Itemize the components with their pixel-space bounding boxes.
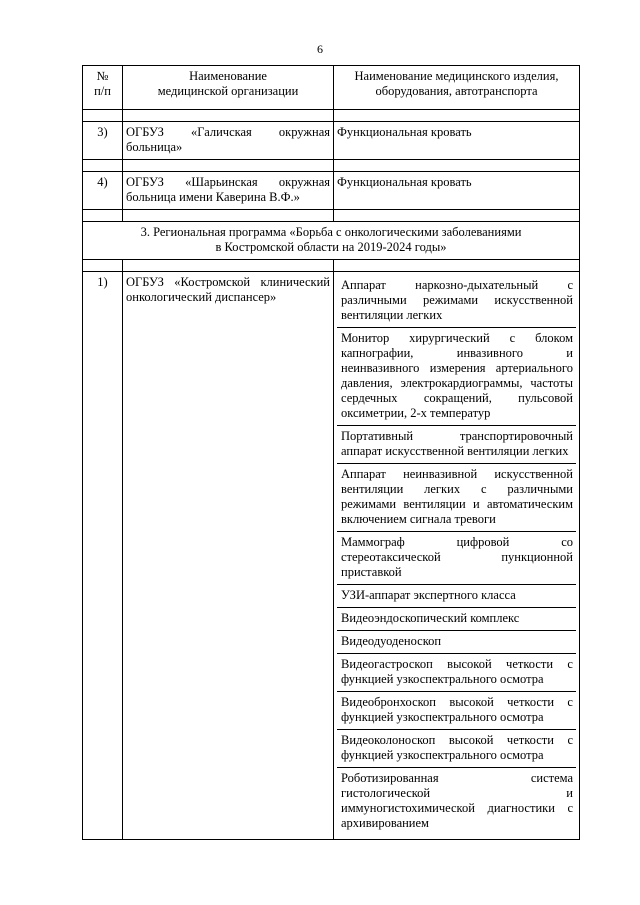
row-item: Функциональная кровать [334, 172, 580, 210]
row-item: Функциональная кровать [334, 122, 580, 160]
device-item: УЗИ-аппарат экспертного класса [337, 585, 576, 608]
row-organization: ОГБУЗ «Костромской клинический онкологический диспансер» [123, 272, 334, 840]
row-num: 4) [83, 172, 123, 210]
spacer-row [83, 260, 580, 272]
device-item: Портативный транспортировочный аппарат искусственной вентиляции легких [337, 426, 576, 464]
header-organization: Наименование медицинской организации [123, 66, 334, 110]
device-item: Видеоколоноскоп высокой четкости с функцией узкоспектрального осмотра [337, 730, 576, 768]
spacer-row [83, 110, 580, 122]
device-item: Роботизированная система гистологической и иммуногистохимической диагностики с архивированием [341, 771, 573, 830]
page-number: 6 [317, 42, 323, 56]
device-item: Видеоэндоскопический комплекс [337, 608, 576, 631]
equipment-table [82, 65, 580, 840]
table-row-oncology [83, 272, 580, 840]
table-row [83, 122, 580, 160]
header-item: Наименование медицинского изделия, оборудования, автотранспорта [334, 66, 580, 110]
table-header-row [83, 66, 580, 110]
device-item: Видеогастроскоп высокой четкости с функцией узкоспектрального осмотра [337, 654, 576, 692]
spacer-row [83, 210, 580, 222]
header-num: № п/п [83, 66, 123, 110]
device-list [334, 272, 580, 840]
row-organization: ОГБУЗ «Шарьинская окружная больница имени Каверина В.Ф.» [123, 172, 334, 210]
section-row [83, 222, 580, 260]
device-item: Видеобронхоскоп высокой четкости с функцией узкоспектрального осмотра [337, 692, 576, 730]
device-item: Маммограф цифровой со стереотаксической пункционной приставкой [337, 532, 576, 585]
table-row [83, 172, 580, 210]
device-item: Видеодуоденоскоп [337, 631, 576, 654]
device-item: Аппарат неинвазивной искусственной вентиляции легких с различными режимами вентиляции и автоматическим включением сигнала тревоги [337, 464, 576, 532]
section-title: 3. Региональная программа «Борьба с онкологическими заболеваниями в Костромской области на 2019-2024 годы» [83, 222, 580, 260]
device-item: Монитор хирургический с блоком капнографии, инвазивного и неинвазивного измерения артериального давления, электрокардиограммы, частоты сердечных сокращений, пульсовой оксиметрии, 2-х температур [337, 328, 576, 426]
row-num: 3) [83, 122, 123, 160]
row-num: 1) [83, 272, 123, 840]
spacer-row [83, 160, 580, 172]
device-item: Аппарат наркозно-дыхательный с различными режимами искусственной вентиляции легких [337, 275, 576, 328]
row-organization: ОГБУЗ «Галичская окружная больница» [123, 122, 334, 160]
